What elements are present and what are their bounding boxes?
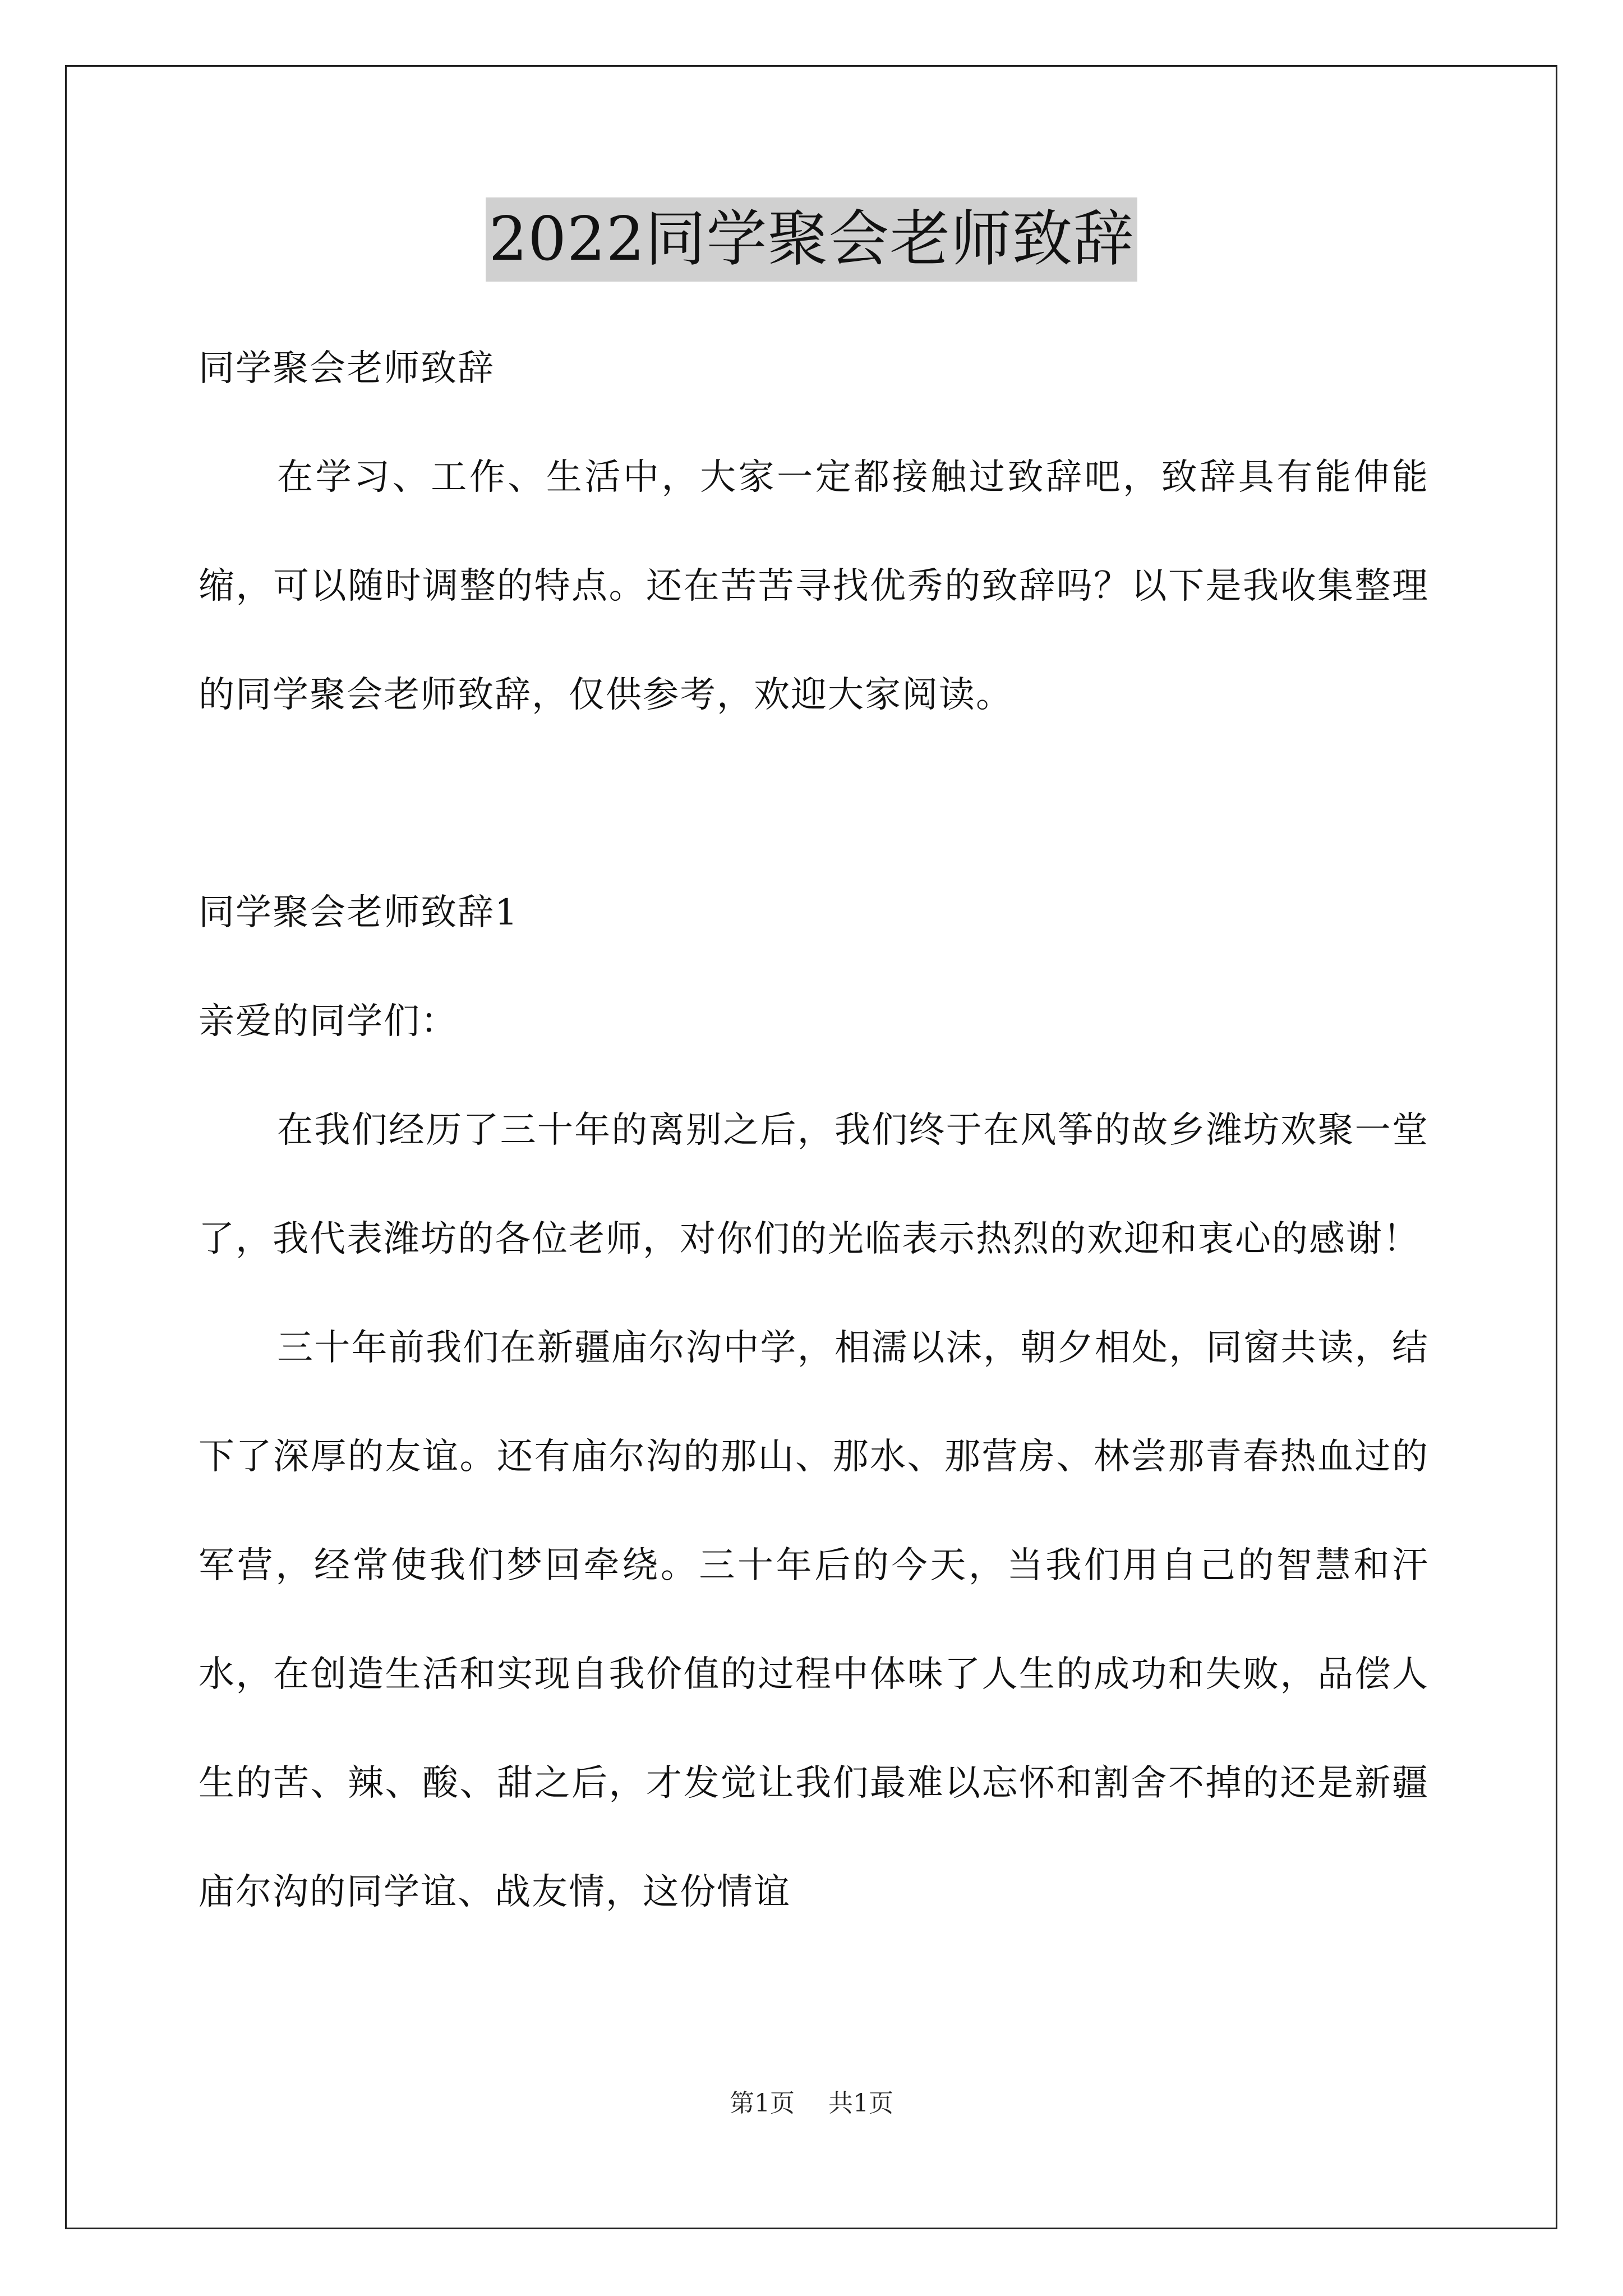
intro-paragraph: 在学习、工作、生活中，大家一定都接触过致辞吧，致辞具有能伸能缩，可以随时调整的特点。还在苦苦寻找优秀的致辞吗？以下是我收集整理的同学聚会老师致辞，仅供参考，欢迎大家阅读。 [199, 457, 1429, 716]
paragraph-spacer [199, 749, 1429, 858]
title-area [0, 197, 1623, 282]
intro-heading: 同学聚会老师致辞 [199, 348, 495, 389]
document-title: 2022同学聚会老师致辞 [486, 197, 1138, 282]
page-number: 第1页 [730, 2089, 795, 2118]
section-heading: 同学聚会老师致辞1 [199, 892, 519, 933]
body-paragraph-2: 三十年前我们在新疆庙尔沟中学，相濡以沫，朝夕相处，同窗共读，结下了深厚的友谊。还有庙尔沟的那山、那水、那营房、林尝那青春热血过的军营，经常使我们梦回牵绕。三十年后的今天，当我们用自己的智慧和汗水，在创造生活和实现自我价值的过程中体味了人生的成功和失败，品偿人生的苦、辣、酸、甜之后，才发觉让我们最难以忘怀和割舍不掉的还是新疆庙尔沟的同学谊、战友情，这份情谊 [199, 1327, 1429, 1913]
body-paragraph-1: 在我们经历了三十年的离别之后，我们终于在风筝的故乡潍坊欢聚一堂了，我代表潍坊的各位老师，对你们的光临表示热烈的欢迎和衷心的感谢！ [199, 1110, 1429, 1260]
document-body [199, 314, 1429, 1947]
salutation: 亲爱的同学们： [199, 1001, 458, 1042]
page-footer [0, 2087, 1623, 2120]
page-total: 共1页 [828, 2089, 893, 2118]
